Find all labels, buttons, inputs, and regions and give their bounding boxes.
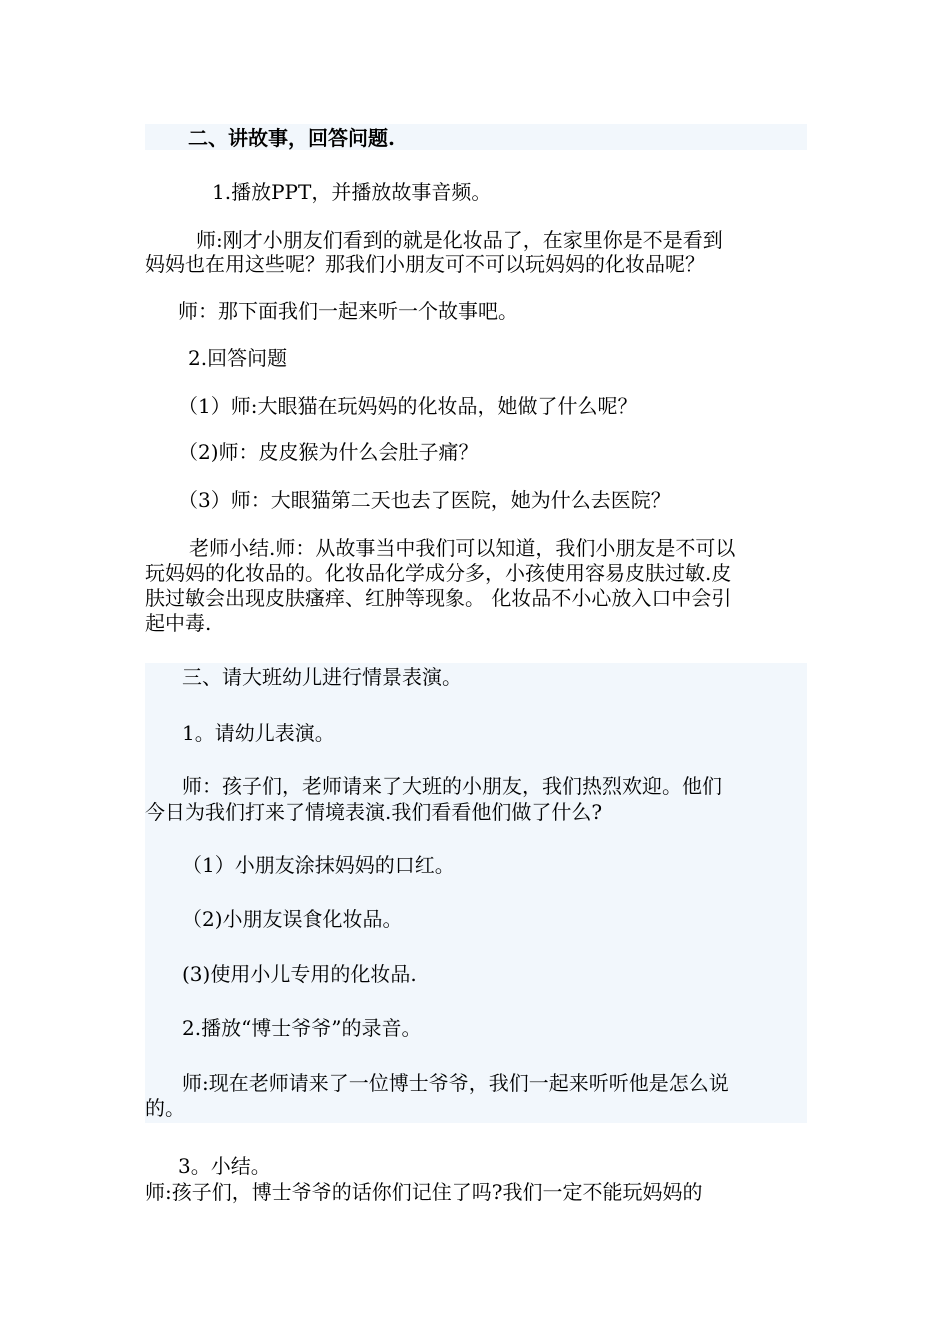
section3-item-2: 2.播放“博士爷爷”的录音。	[182, 1016, 422, 1040]
question-3: （3）师：大眼猫第二天也去了医院，她为什么去医院？	[178, 488, 671, 512]
section3-paragraph-2-line-1: 师:现在老师请来了一位博士爷爷，我们一起来听听他是怎么说	[182, 1071, 729, 1095]
section3-sub-1: （1）小朋友涂抹妈妈的口红。	[182, 853, 455, 877]
section3-item-3: 3。小结。	[178, 1154, 271, 1178]
item-2: 2.回答问题	[188, 346, 288, 370]
section3-sub-2: （2)小朋友误食化妆品。	[182, 907, 403, 931]
paragraph-1-line-1: 师:刚才小朋友们看到的就是化妆品了，在家里你是不是看到	[196, 228, 723, 252]
summary-line-2: 玩妈妈的化妆品的。化妆品化学成分多，小孩使用容易皮肤过敏.皮	[145, 561, 732, 585]
paragraph-2: 师：那下面我们一起来听一个故事吧。	[178, 299, 518, 323]
question-1: （1）师:大眼猫在玩妈妈的化妆品，她做了什么呢？	[178, 394, 638, 418]
question-2: （2)师：皮皮猴为什么会肚子痛？	[178, 440, 479, 464]
summary-line-3: 肤过敏会出现皮肤瘙痒、红肿等现象。 化妆品不小心放入口中会引	[145, 586, 732, 610]
summary-line-1: 老师小结.师：从故事当中我们可以知道，我们小朋友是不可以	[189, 536, 736, 560]
section3-paragraph-1-line-2: 今日为我们打来了情境表演.我们看看他们做了什么?	[145, 800, 603, 824]
section3-item-1: 1。请幼儿表演。	[182, 721, 335, 745]
section3-paragraph-1-line-1: 师：孩子们，老师请来了大班的小朋友，我们热烈欢迎。他们	[182, 774, 722, 798]
section3-heading: 三、请大班幼儿进行情景表演。	[182, 665, 462, 689]
summary-line-4: 起中毒.	[145, 611, 212, 635]
item-1: 1.播放PPT，并播放故事音频。	[212, 180, 492, 204]
section3-paragraph-2-line-2: 的。	[145, 1096, 185, 1120]
section3-paragraph-3-line-1: 师:孩子们，博士爷爷的话你们记住了吗?我们一定不能玩妈妈的	[145, 1180, 703, 1204]
section3-sub-3: (3)使用小儿专用的化妆品.	[182, 962, 417, 986]
section2-heading: 二、讲故事，回答问题.	[188, 126, 395, 150]
paragraph-1-line-2: 妈妈也在用这些呢？那我们小朋友可不可以玩妈妈的化妆品呢？	[145, 252, 705, 276]
